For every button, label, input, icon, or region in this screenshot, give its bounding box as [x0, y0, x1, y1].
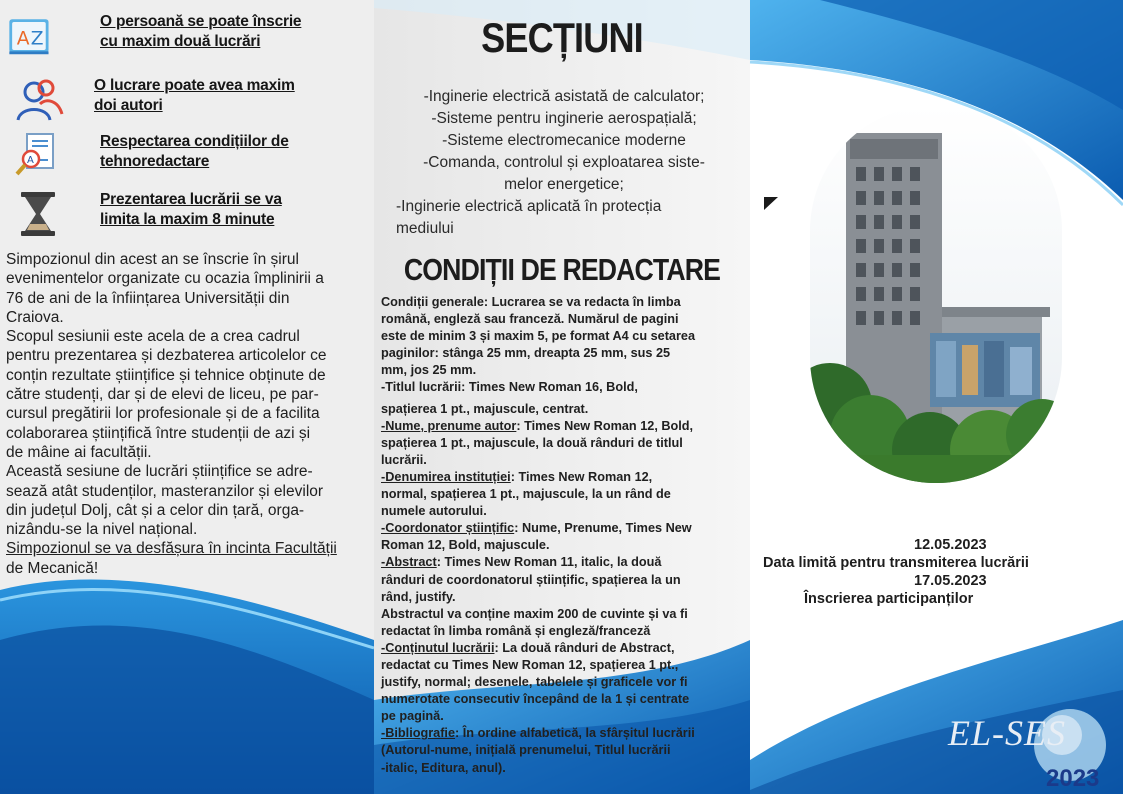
deadlines [750, 536, 1123, 608]
university-building-photo [810, 105, 1062, 483]
cond-label: -Titlul lucrării [381, 380, 462, 395]
conditions-title: CONDIȚII DE REDACTARE [403, 252, 721, 287]
cond-institution [381, 469, 747, 520]
intro-paragraph [6, 462, 372, 539]
cond-line: normal, spațierea 1 pt., majuscule, la un rând de [381, 487, 671, 502]
cond-label: -Coordonator științific [381, 521, 515, 536]
cond-line: : Times New Roman 12, Bold, [516, 418, 694, 433]
cond-line: Abstractul va conține maxim 200 de cuvinte și va fi [381, 606, 688, 621]
cond-line: -italic, Editura, anul). [381, 760, 506, 775]
section-item: -Inginerie electrică aplicată în protecția [396, 198, 662, 215]
cond-line: mm, jos 25 mm. [381, 363, 477, 378]
intro-line: Această sesiune de lucrări științifice se adre- [6, 463, 313, 481]
cond-line: pe pagină. [381, 709, 444, 724]
intro-line: Simpozionul din acest an se înscrie în șirul [6, 251, 299, 268]
cond-line: Roman 12, Bold, majuscule. [381, 538, 550, 553]
section-item: mediului [396, 220, 454, 237]
section-item: -Sisteme pentru inginerie aerospațială; [431, 110, 697, 127]
intro-line: 76 de ani de la înființarea Universității din [6, 289, 290, 307]
cond-bibliography [381, 725, 747, 776]
cond-title [381, 379, 747, 396]
intro-line: din județul Dolj, cât și a celor din țară, orga- [6, 501, 305, 519]
cond-line: : Times New Roman 12, [510, 469, 653, 484]
rule-text: cu maxim două lucrări [100, 33, 261, 50]
rule-text: O persoană se poate înscrie [100, 13, 302, 30]
hourglass-icon [10, 190, 66, 238]
cond-abstract [381, 554, 747, 639]
cond-line: rânduri de coordonatorul științific, spațierea la un [381, 572, 681, 587]
cond-line: : La două rânduri de Abstract, [494, 640, 675, 655]
venue-line: Simpozionul se va desfășura în incinta Facultății [6, 540, 337, 558]
rule-authors [0, 76, 295, 124]
cond-label: -Bibliografie [381, 726, 456, 741]
right-panel [750, 0, 1123, 794]
section-item: -Inginerie electrică asistată de calculator; [423, 88, 705, 105]
intro-line: pentru prezentarea și dezbaterea articolelor ce [6, 347, 327, 365]
section-item: -Comanda, controlul și exploatarea siste- [423, 154, 705, 171]
cond-label: -Conținutul lucrării [381, 640, 495, 655]
intro-line: către studenți, dar și de elevi de liceu, pe par- [6, 386, 319, 404]
az-book-icon [0, 12, 56, 60]
cond-content [381, 640, 747, 725]
intro-line: colaborarea științifică între studenții de azi și [6, 424, 311, 442]
intro-line: Scopul sesiunii este acela de a crea cadrul [6, 328, 300, 346]
intro-line: cursul pregătirii lor profesionale și de a facilita [6, 405, 320, 423]
intro-text [6, 250, 372, 578]
cond-line: lucrării. [381, 452, 427, 467]
deadline-label-1: Data limită pentru transmiterea lucrării [763, 555, 1029, 571]
intro-line: conțin rezultate științifice și tehnice obținute de [6, 366, 326, 384]
intro-line: Craiova. [6, 308, 64, 326]
rule-text: Prezentarea lucrării se va [100, 191, 282, 208]
rule-text: O lucrare poate avea maxim [94, 77, 295, 94]
cond-name [381, 418, 747, 469]
authors-icon [12, 76, 68, 124]
cond-line: justify, normal; desenele, tabelele și graficele vor fi [381, 675, 688, 690]
cond-line: română, engleză sau franceză. Numărul de pagini [381, 312, 679, 327]
rule-text: doi autori [94, 97, 163, 114]
middle-panel [374, 0, 750, 794]
cond-line: : Times New Roman 11, italic, la două [436, 555, 662, 570]
svg-text:Z: Z [30, 28, 44, 50]
venue-line: de Mecanică! [6, 559, 99, 577]
cond-general [381, 294, 747, 379]
rule-text: tehnoredactare [100, 153, 210, 170]
cond-line: spațierea 1 pt., majuscule, centrat. [381, 401, 589, 416]
svg-text:A: A [27, 155, 34, 166]
intro-line: nizându-se la nivel național. [6, 521, 198, 539]
logo-year: 2023 [1046, 765, 1100, 792]
corner-arrow-icon [764, 197, 780, 211]
cond-line: : Times New Roman 16, Bold, [461, 380, 638, 395]
conditions-text [381, 294, 747, 777]
cond-line: : Nume, Prenume, Times New [514, 521, 692, 536]
intro-line: de mâine ai facultății. [6, 443, 152, 461]
document-check-icon [8, 132, 64, 180]
rule-text: limita la maxim 8 minute [100, 211, 275, 228]
cond-line: spațierea 1 pt., majuscule, la două rânduri de titlul [381, 435, 683, 450]
logo-name: EL-SES [948, 713, 1066, 753]
cond-label: -Nume, prenume autor [381, 418, 517, 433]
rule-formatting [0, 132, 289, 180]
cond-label: -Denumirea instituției [381, 469, 511, 484]
deadline-date-2: 17.05.2023 [914, 573, 987, 589]
intro-paragraph [6, 250, 372, 327]
rule-text: Respectarea condițiilor de [100, 133, 289, 150]
intro-paragraph [6, 539, 372, 578]
cond-line: redactat cu Times New Roman 12, spațierea 1 pt., [381, 657, 679, 672]
cond-line: paginilor: stânga 25 mm, dreapta 25 mm, sus 25 [381, 346, 671, 361]
svg-text:A: A [16, 28, 30, 50]
cond-line: Condiții generale: Lucrarea se va redacta în limba [381, 295, 681, 309]
cond-line: este de minim 3 și maxim 5, pe format A4 cu setarea [381, 329, 696, 344]
left-panel [0, 0, 374, 794]
deadline-date-1: 12.05.2023 [914, 537, 987, 553]
cond-label: -Abstract [381, 555, 437, 570]
rule-registration [0, 12, 301, 60]
rule-presentation [0, 190, 282, 238]
cond-line: numerotate consecutiv începând de la 1 și centrate [381, 692, 690, 707]
cond-title-2 [381, 401, 747, 418]
section-item: -Sisteme electromecanice moderne [442, 132, 686, 149]
intro-paragraph [6, 327, 372, 462]
cond-line: numele autorului. [381, 504, 487, 519]
intro-line: sează atât studenților, masteranzilor și elevilor [6, 482, 324, 500]
cond-line: (Autorul-nume, inițială prenumelui, Titlul lucrării [381, 743, 671, 758]
cond-coordinator [381, 520, 747, 554]
sections-list [384, 86, 744, 240]
sections-title: SECȚIUNI [481, 14, 643, 61]
cond-line: redactat în limba română și engleză/franceză [381, 623, 651, 638]
section-item: melor energetice; [504, 176, 624, 193]
intro-line: evenimentelor organizate cu ocazia împlinirii a [6, 270, 324, 288]
deadline-label-2: Înscrierea participanților [804, 591, 974, 607]
cond-line: : În ordine alfabetică, la sfârșitul lucrării [455, 726, 695, 741]
cond-line: rând, justify. [381, 589, 456, 604]
